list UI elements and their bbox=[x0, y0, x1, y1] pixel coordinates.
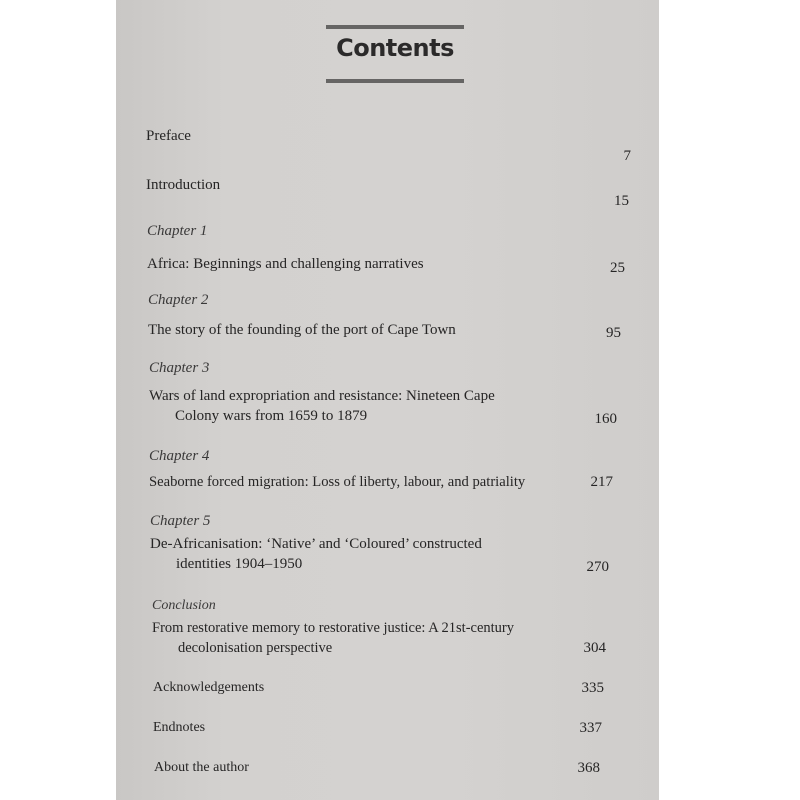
toc-entry-conclusion-title-line-1: From restorative memory to restorative justice: A 21st-century bbox=[152, 620, 515, 636]
toc-entry-chapter-3-title-line-2: Colony wars from 1659 to 1879 bbox=[175, 408, 368, 424]
toc-entry-chapter-2-label: Chapter 2 bbox=[148, 292, 209, 308]
toc-entry-about-author-page: 368 bbox=[577, 760, 600, 776]
toc-entry-chapter-1-title: Africa: Beginnings and challenging narratives bbox=[147, 256, 424, 272]
toc-entry-about-author-title: About the author bbox=[154, 760, 249, 775]
toc-entry-introduction-title: Introduction bbox=[146, 177, 221, 193]
toc-entry-chapter-2-title: The story of the founding of the port of Cape Town bbox=[148, 322, 456, 338]
toc-entry-chapter-3-title-line-1: Wars of land expropriation and resistance: Nineteen Cape bbox=[149, 388, 495, 404]
toc-entry-chapter-5-label: Chapter 5 bbox=[150, 513, 211, 529]
toc-entry-endnotes-title: Endnotes bbox=[153, 720, 206, 735]
toc-entry-preface-title: Preface bbox=[146, 128, 191, 144]
toc-entry-chapter-1-label: Chapter 1 bbox=[147, 223, 208, 239]
toc-entry-introduction-page: 15 bbox=[614, 193, 629, 209]
toc-entry-chapter-3-label: Chapter 3 bbox=[149, 360, 210, 376]
toc-entry-chapter-5-page: 270 bbox=[586, 559, 609, 575]
toc-entry-chapter-1-page: 25 bbox=[610, 260, 625, 276]
title-rule-top bbox=[326, 25, 464, 29]
toc-entry-chapter-5-title-line-1: De-Africanisation: ‘Native’ and ‘Coloured’ constructed bbox=[150, 536, 482, 552]
toc-entry-preface-page: 7 bbox=[623, 148, 631, 164]
title-rule-bottom bbox=[326, 79, 464, 83]
toc-entry-chapter-2-page: 95 bbox=[606, 325, 621, 341]
page-title: Contents bbox=[336, 34, 454, 62]
toc-entry-chapter-3-page: 160 bbox=[594, 411, 617, 427]
toc-entry-conclusion-page: 304 bbox=[583, 640, 606, 656]
toc-entry-acknowledgements-title: Acknowledgements bbox=[153, 680, 265, 695]
toc-entry-conclusion-title-line-2: decolonisation perspective bbox=[178, 640, 333, 656]
toc-entry-chapter-4-title: Seaborne forced migration: Loss of liberty, labour, and patriality bbox=[149, 474, 526, 490]
toc-entry-endnotes-page: 337 bbox=[579, 720, 602, 736]
toc-entry-chapter-4-page: 217 bbox=[590, 474, 613, 490]
toc-entry-acknowledgements-page: 335 bbox=[581, 680, 604, 696]
toc-entry-conclusion-label: Conclusion bbox=[152, 598, 216, 613]
toc-entry-chapter-5-title-line-2: identities 1904–1950 bbox=[176, 556, 303, 572]
book-page bbox=[116, 0, 659, 800]
toc-entry-chapter-4-label: Chapter 4 bbox=[149, 448, 210, 464]
